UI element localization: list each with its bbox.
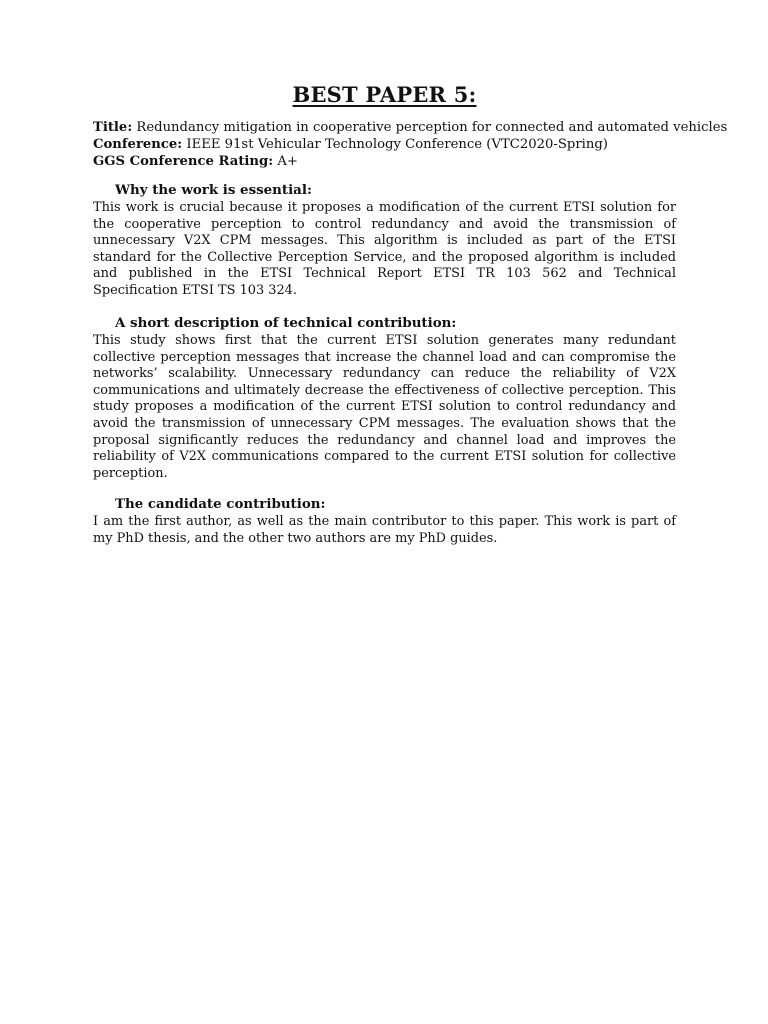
meta-conference-line bbox=[93, 136, 676, 153]
meta-conference-value: IEEE 91st Vehicular Technology Conference (VTC2020-Spring) bbox=[186, 137, 608, 152]
meta-rating-value: A+ bbox=[277, 154, 298, 169]
meta-rating-line bbox=[93, 153, 676, 170]
meta-title-label: Title: bbox=[93, 120, 133, 135]
paper-metadata bbox=[93, 119, 728, 170]
meta-title-value: Redundancy mitigation in cooperative perception for connected and automated vehicles bbox=[136, 120, 728, 135]
section-body-candidate-contribution: I am the first author, as well as the main contributor to this paper. This work is part of my PhD thesis, and the other two authors are my PhD guides. bbox=[93, 514, 676, 546]
section-body-why-essential: This work is crucial because it proposes a modification of the current ETSI solution for the cooperative perception to control redundancy and avoid the transmission of unnecessary V2X CPM messages. This algorithm is included as part of the ETSI standard for the Collective Perception Service, and the proposed algorithm is included and published in the ETSI Technical Report ETSI TR 103 562 and Technical Specification ETSI TS 103 324. bbox=[93, 200, 676, 298]
section-heading-technical-contribution: A short description of technical contribution: bbox=[115, 315, 457, 331]
section-heading-why-essential: Why the work is essential: bbox=[115, 182, 312, 198]
document-page bbox=[93, 0, 728, 1024]
meta-rating-label: GGS Conference Rating: bbox=[93, 154, 274, 169]
meta-title-line bbox=[93, 119, 728, 136]
section-heading-candidate-contribution: The candidate contribution: bbox=[115, 496, 326, 512]
section-body-technical-contribution: This study shows first that the current ETSI solution generates many redundant collective perception messages that increase the channel load and can compromise the networks’ scalability. Unnecessary redundancy can reduce the reliability of V2X communications and ultimately decrease the effectiveness of collective perception. This study proposes a modification of the current ETSI solution to control redundancy and avoid the transmission of unnecessary CPM messages. The evaluation shows that the proposal significantly reduces the redundancy and channel load and improves the reliability of V2X communications compared to the current ETSI solution for collective perception. bbox=[93, 333, 676, 481]
page-title: BEST PAPER 5: bbox=[292, 82, 477, 107]
meta-conference-label: Conference: bbox=[93, 137, 183, 152]
